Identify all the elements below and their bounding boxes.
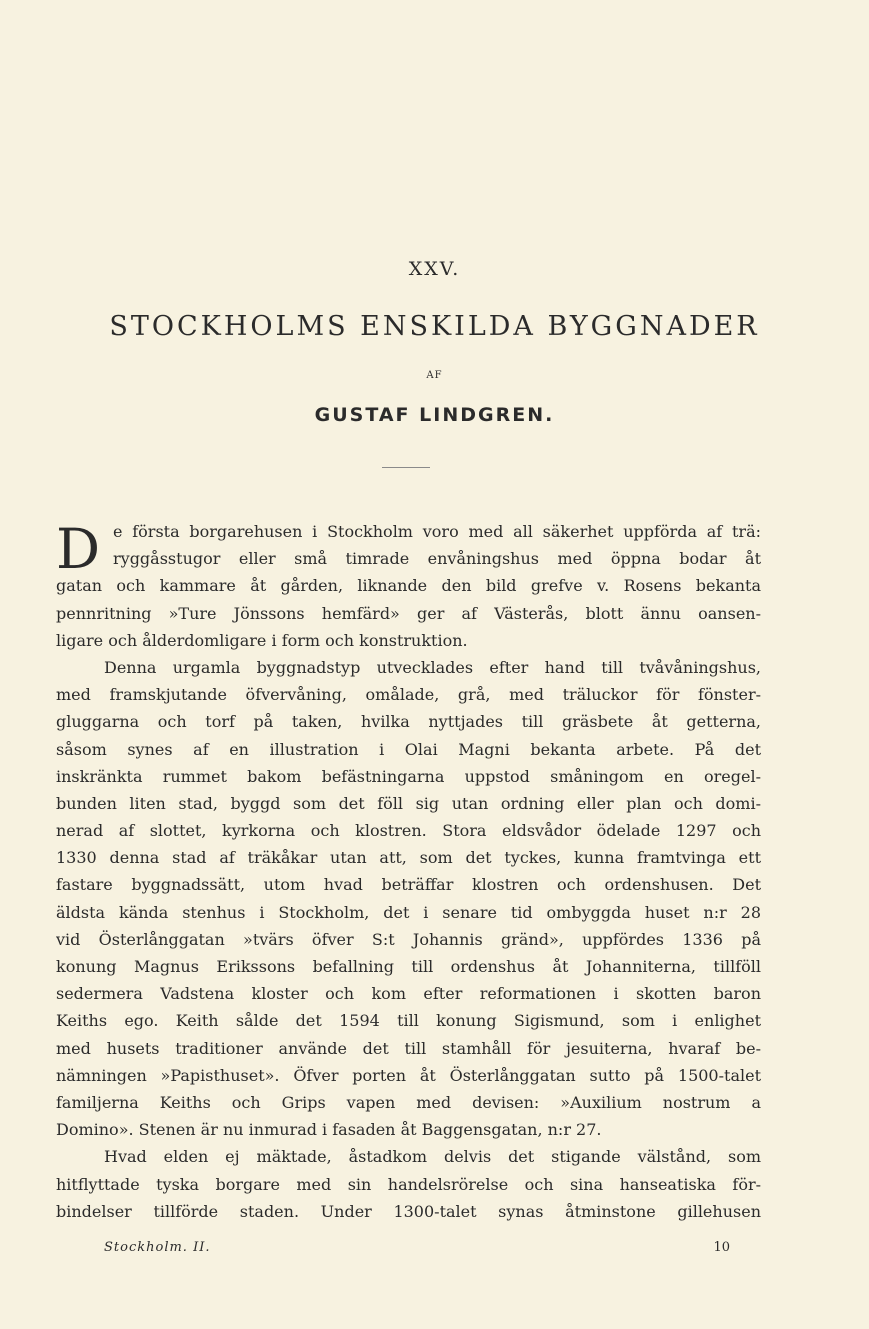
text-line: med husets traditioner använde det till stamhåll för jesuiterna, hvaraf be-: [56, 1038, 761, 1058]
text-line: äldsta kända stenhus i Stockholm, det i senare tid ombyggda huset n:r 28: [56, 902, 761, 922]
text-line: hitflyttade tyska borgare med sin handelsrörelse och sina hanseatiska för-: [56, 1174, 761, 1194]
text-line: bindelser tillförde staden. Under 1300-talet synas åtminstone gillehusen: [56, 1201, 761, 1221]
text-line: Hvad elden ej mäktade, åstadkom delvis det stigande välstånd, som: [104, 1147, 761, 1167]
chapter-title: STOCKHOLMS ENSKILDA BYGGNADER: [109, 311, 760, 342]
text-line: Denna urgamla byggnadstyp utvecklades efter hand till tvåvåningshus,: [104, 657, 761, 677]
text-line: sedermera Vadstena kloster och kom efter reformationen i skotten baron: [56, 984, 761, 1004]
text-line: 1330 denna stad af träkåkar utan att, som det tyckes, kunna framtvinga ett: [56, 848, 761, 868]
text-line: e första borgarehusen i Stockholm voro med all säkerhet uppförda af trä:: [113, 522, 761, 541]
author-name: GUSTAF LINDGREN.: [314, 404, 555, 426]
page-number: 10: [713, 1240, 730, 1255]
chapter-number: XXV.: [408, 258, 461, 280]
text-line: familjerna Keiths och Grips vapen med devisen: »Auxilium nostrum a: [56, 1092, 761, 1112]
text-line: fastare byggnadssätt, utom hvad beträffar klostren och ordenshusen. Det: [56, 875, 761, 895]
text-line: nämningen »Papisthuset». Öfver porten åt Österlånggatan sutto på 1500-talet: [56, 1065, 761, 1085]
text-line: Domino». Stenen är nu inmurad i fasaden åt Baggensgatan, n:r 27.: [56, 1120, 602, 1140]
text-line: pennritning »Ture Jönssons hemfärd» ger af Västerås, blott ännu oansen-: [56, 603, 761, 623]
page-footer: [104, 1240, 730, 1255]
text-line: inskränkta rummet bakom befästningarna uppstod småningom en oregel-: [56, 766, 761, 786]
text-line: ryggåsstugor eller små timrade envåningshus med öppna bodar åt: [113, 549, 761, 569]
title-divider: [382, 467, 430, 468]
text-line: nerad af slottet, kyrkorna och klostren. Stora eldsvådor ödelade 1297 och: [56, 821, 761, 841]
text-line: bunden liten stad, byggd som det föll sig utan ordning eller plan och domi-: [56, 793, 761, 813]
body-text: [56, 518, 761, 1225]
text-line: ligare och ålderdomligare i form och konstruktion.: [56, 630, 468, 650]
text-line: såsom synes af en illustration i Olai Magni bekanta arbete. På det: [56, 739, 761, 759]
text-line: gluggarna och torf på taken, hvilka nyttjades till gräsbete åt getterna,: [56, 712, 761, 732]
text-line: Keiths ego. Keith sålde det 1594 till konung Sigismund, som i enlighet: [56, 1011, 761, 1031]
drop-cap: D: [56, 517, 101, 581]
text-line: konung Magnus Erikssons befallning till ordenshus åt Johanniterna, tillföll: [56, 957, 761, 976]
byline-af: AF: [426, 370, 443, 381]
footer-signature: Stockholm. II.: [104, 1240, 211, 1255]
text-line: med framskjutande öfvervåning, omålade, grå, med träluckor för fönster-: [56, 685, 761, 705]
text-line: vid Österlånggatan »tvärs öfver S:t Johannis gränd», uppfördes 1336 på: [56, 929, 761, 949]
text-line: gatan och kammare åt gården, liknande den bild grefve v. Rosens bekanta: [56, 576, 761, 596]
